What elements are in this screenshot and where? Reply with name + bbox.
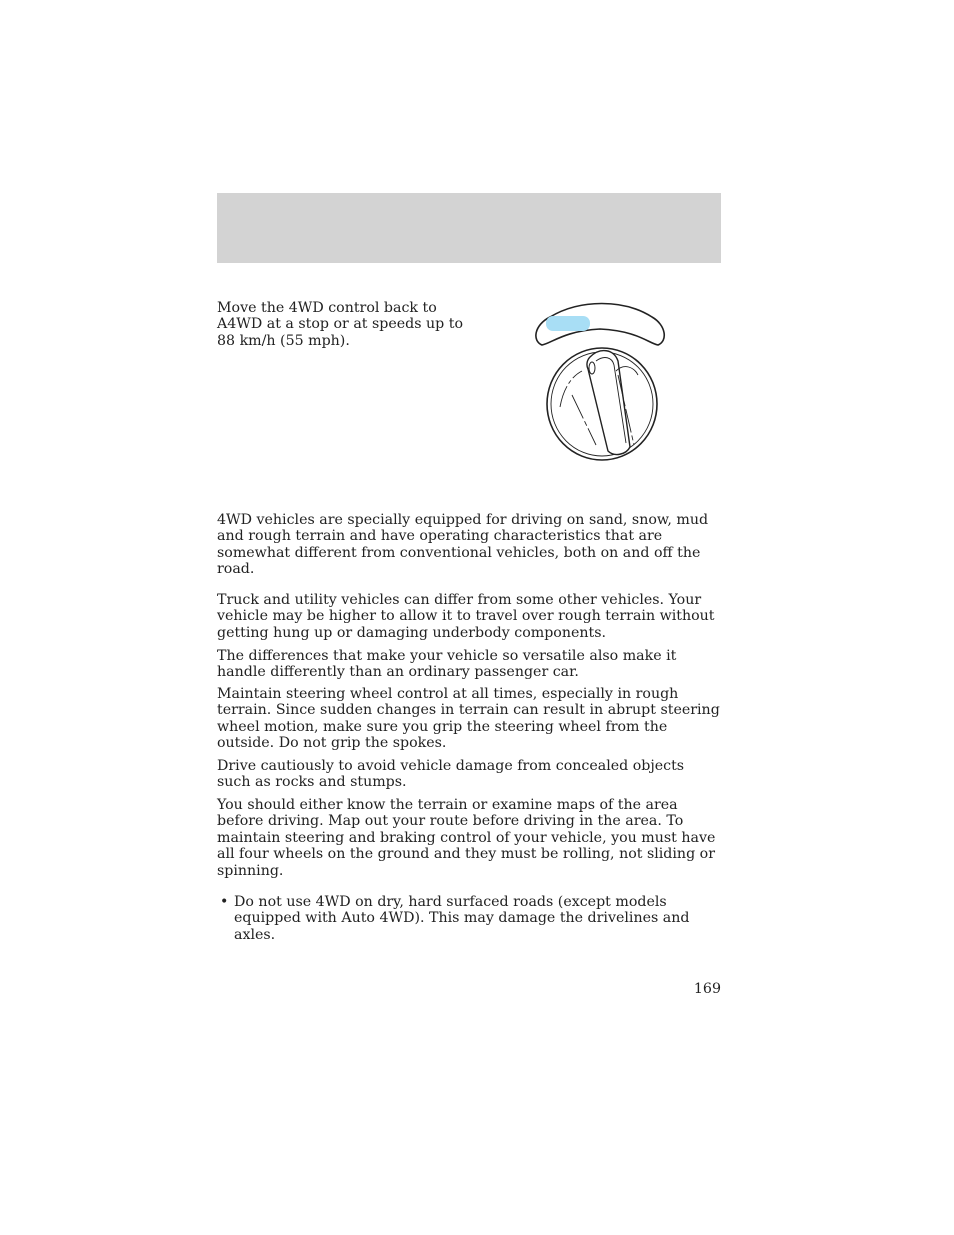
paragraph-drive-cautiously: Drive cautiously to avoid vehicle damage from concealed objects such as rocks and stumps. xyxy=(217,758,685,791)
bullet-text: Do not use 4WD on dry, hard surfaced roads (except models equipped with Auto 4WD). This may damage the drivelines and axles. xyxy=(234,894,690,943)
paragraph-terrain-maps: You should either know the terrain or examine maps of the area before driving. Map out your route before driving in the area. To maintain steering and braking control of your vehicle, you must have all four wheels on the ground and they must be rolling, not sliding or spinning. xyxy=(217,797,716,879)
mode-indicator-highlight xyxy=(546,316,590,331)
4wd-control-dial-icon xyxy=(530,295,670,470)
bullet-symbol: • xyxy=(220,894,229,910)
page-number: 169 xyxy=(693,981,721,997)
section-header-bar xyxy=(217,193,721,263)
paragraph-truck-utility: Truck and utility vehicles can differ from some other vehicles. Your vehicle may be higher to allow it to travel over rough terrain without getting hung up or damaging underbody components. xyxy=(217,592,715,641)
paragraph-differences: The differences that make your vehicle so versatile also make it handle differently than an ordinary passenger car. xyxy=(217,648,677,681)
intro-paragraph: Move the 4WD control back to A4WD at a stop or at speeds up to 88 km/h (55 mph). xyxy=(217,300,463,349)
paragraph-steering-control: Maintain steering wheel control at all times, especially in rough terrain. Since sudden changes in terrain can result in abrupt steering wheel motion, make sure you grip the steering wheel from the outside. Do not grip the spokes. xyxy=(217,686,720,752)
paragraph-4wd-vehicles: 4WD vehicles are specially equipped for driving on sand, snow, mud and rough terrain and have operating characteristics that are somewhat different from conventional vehicles, both on and off the road. xyxy=(217,512,709,578)
